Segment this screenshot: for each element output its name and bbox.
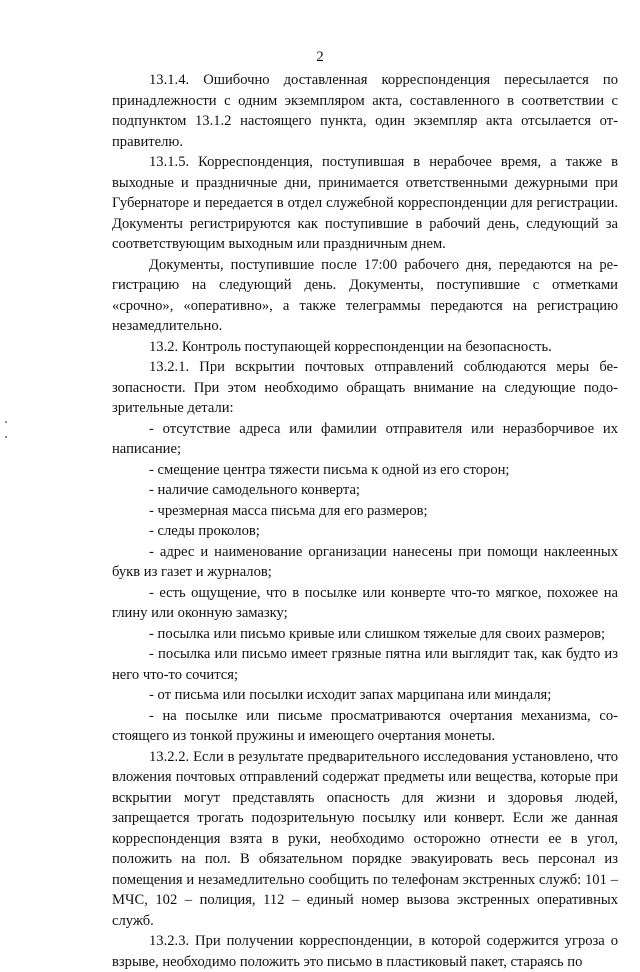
list-item: - адрес и наименование организации нанесены при помощи наклеенных букв из газет и журналов;	[112, 543, 618, 580]
paragraph-13-1-4: 13.1.4. Ошибочно доставленная корреспонденция пересылается по принадлежности с одним экземпляром акта, составленного в соответствии с подпунктом 13.1.2 настоящего пункта, один экземпляр акта отсылается отправителю.	[112, 72, 618, 150]
paragraph-13-1-5: 13.1.5. Корреспонденция, поступившая в нерабочее время, а также в выходные и праздничные дни, принимается ответственными дежурными при Губернаторе и передается в отдел служебной корреспонденции для регистрации. Документы регистрируются как поступившие в рабочий день, следующий за соответствующим выходным или праздничным днем.	[112, 154, 618, 252]
paragraph-13-2-3: 13.2.3. При получении корреспонденции, в которой содержится угроза о взрыве, необходимо положить это письмо в пластиковый пакет, стараясь по	[112, 933, 618, 970]
paragraph-13-2: 13.2. Контроль поступающей корреспонденции на безопасность.	[149, 338, 552, 355]
margin-mark	[5, 436, 7, 438]
list-item: - чрезмерная масса письма для его размеров;	[149, 502, 428, 519]
document-body	[112, 70, 618, 972]
list-item: - наличие самодельного конверта;	[149, 482, 360, 498]
list-item: - на посылке или письме просматриваются очертания механизма, состоящего из тонкой пружины и имеющего очертания монеты.	[112, 707, 618, 744]
paragraph-13-2-1: 13.2.1. При вскрытии почтовых отправлений соблюдаются меры безопасности. При этом необходимо обращать внимание на следующие подозрительные детали:	[112, 359, 618, 416]
paragraph-13-2-2: 13.2.2. Если в результате предварительного исследования установлено, что вложения почтовых отправлений содержат предметы или вещества, которые при вскрытии могут представлять опасность для жизни и здоровья людей, запрещается трогать подозрительную посылку или конверт. Если же данная корреспонденция взята в руки, необходимо осторожно отнести ее в угол, положить на пол. В обязательном порядке эвакуировать весь персонал из помещения и незамедлительно сообщить по телефонам экстренных служб: 101 – МЧС, 102 – полиция, 112 – единый номер вызова экстренных оперативных служб.	[112, 748, 618, 929]
list-item: - от письма или посылки исходит запах марципана или миндаля;	[149, 687, 552, 703]
list-item: - следы проколов;	[149, 523, 260, 539]
list-item: - посылка или письмо кривые или слишком тяжелые для своих размеров;	[149, 625, 606, 642]
paragraph-after-hours: Документы, поступившие после 17:00 рабочего дня, передаются на регистрацию на следующий день. Документы, поступившие с отметками «срочно», «оперативно», а также телеграммы передаются на регистрацию незамедлительно.	[112, 256, 618, 334]
list-item: - отсутствие адреса или фамилии отправителя или неразборчивое их написание;	[112, 420, 618, 457]
margin-mark	[5, 421, 7, 423]
list-item: - смещение центра тяжести письма к одной из его сторон;	[149, 461, 510, 478]
list-item: - посылка или письмо имеет грязные пятна или выглядит так, как будто из него что-то сочится;	[112, 646, 618, 683]
list-item: - есть ощущение, что в посылке или конверте что-то мягкое, похожее на глину или оконную замазку;	[112, 584, 618, 621]
page-number: 2	[316, 49, 324, 65]
